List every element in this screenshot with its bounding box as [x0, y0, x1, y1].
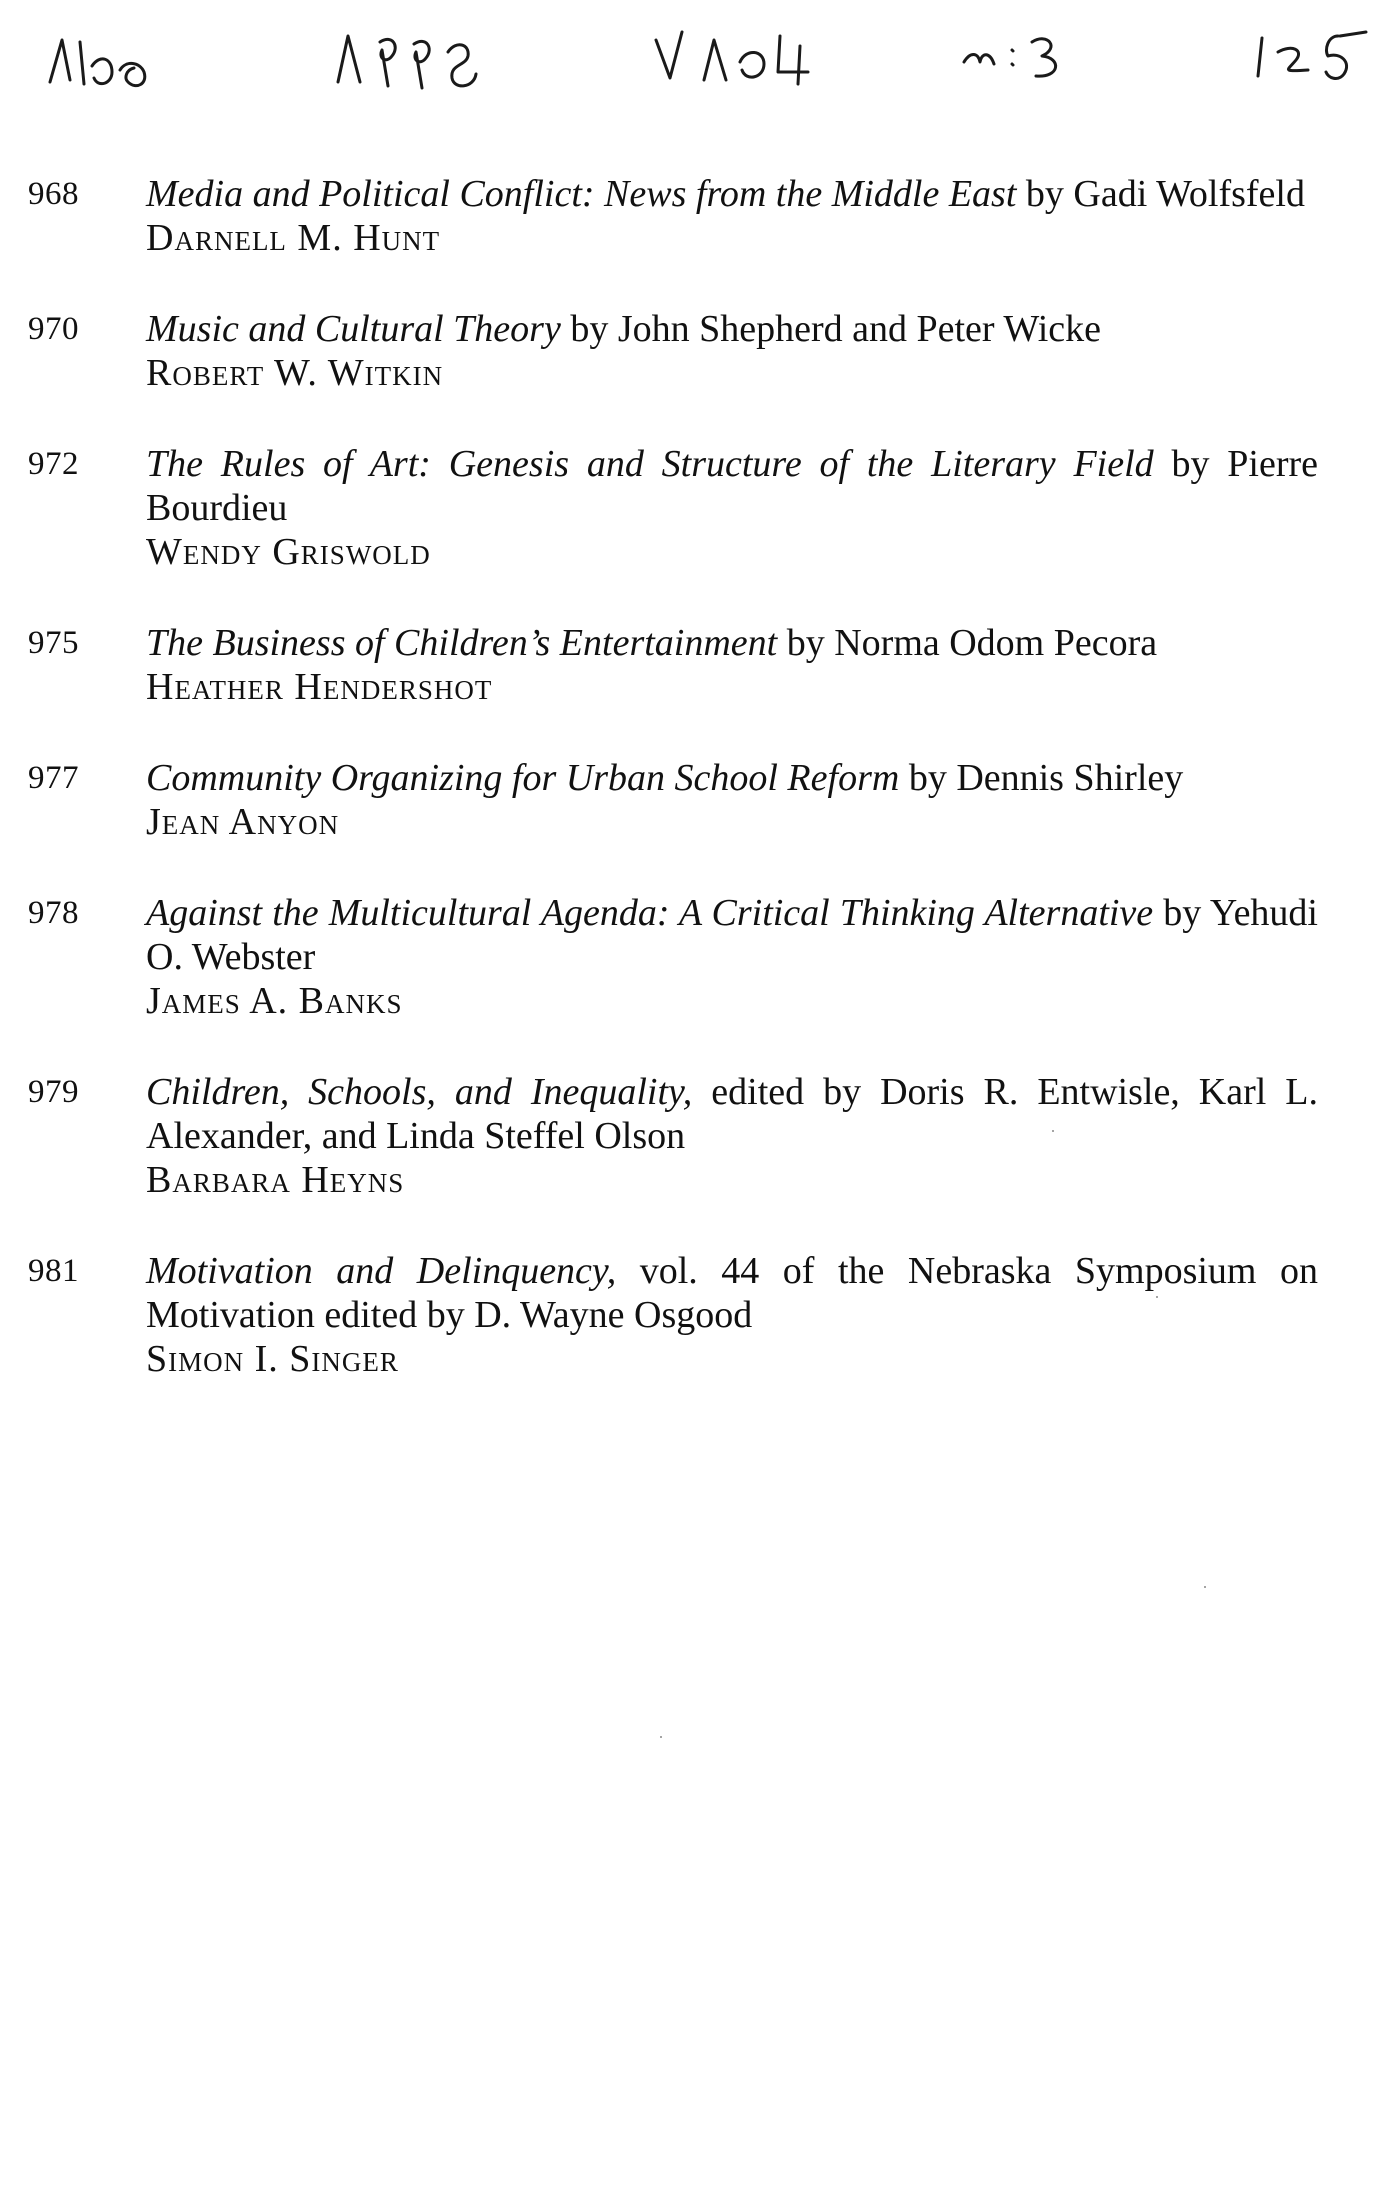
reviewer-name: Heather Hendershot	[146, 666, 493, 708]
handwritten-journal-mark	[40, 22, 190, 102]
entry-content	[146, 1070, 1318, 1202]
scan-speck	[1052, 1130, 1054, 1132]
book-author-line: edited by Doris R. Entwisle, Karl L. Alexander, and Linda Steffel Olson	[146, 1071, 1318, 1157]
book-citation	[146, 1070, 1318, 1158]
book-title: Media and Political Conflict: News from the Middle East	[146, 173, 1017, 215]
book-author-line: by Norma Odom Pecora	[777, 622, 1158, 664]
handwritten-count-mark	[1248, 22, 1388, 92]
entry-content	[146, 756, 1318, 844]
book-author-line: by Dennis Shirley	[899, 757, 1184, 799]
entry-content	[146, 172, 1318, 260]
book-title: Against the Multicultural Agenda: A Critical Thinking Alternative	[146, 892, 1154, 934]
scan-speck	[1156, 1296, 1158, 1298]
book-citation	[146, 891, 1318, 979]
reviewer-name: Darnell M. Hunt	[146, 217, 441, 259]
page-number: 968	[28, 176, 79, 212]
list-item	[28, 891, 1328, 1023]
handwritten-year-mark	[330, 22, 500, 102]
handwritten-number-mark	[956, 22, 1096, 92]
book-author-line: by Yehudi O. Webster	[146, 892, 1318, 978]
page-number: 977	[28, 760, 79, 796]
book-citation	[146, 1249, 1318, 1337]
reviewer-name: Wendy Griswold	[146, 531, 431, 573]
book-title: Music and Cultural Theory	[146, 308, 561, 350]
handwritten-volume-mark	[648, 22, 838, 102]
handwritten-annotation	[0, 22, 1394, 112]
scan-speck	[1204, 1586, 1206, 1588]
list-item	[28, 442, 1328, 574]
book-author-line: by Gadi Wolfsfeld	[1016, 173, 1305, 215]
book-author-line: vol. 44 of the Nebraska Symposium on Motivation edited by D. Wayne Osgood	[146, 1250, 1318, 1336]
entry-content	[146, 307, 1318, 395]
list-item	[28, 621, 1328, 709]
book-title: The Rules of Art: Genesis and Structure of the Literary Field	[146, 443, 1154, 485]
book-citation	[146, 307, 1318, 351]
reviewer-name: Jean Anyon	[146, 801, 340, 843]
list-item	[28, 1070, 1328, 1202]
reviewer-name: Simon I. Singer	[146, 1338, 399, 1380]
book-title: Community Organizing for Urban School Reform	[146, 757, 900, 799]
page-number: 972	[28, 446, 79, 482]
entry-content	[146, 1249, 1318, 1381]
list-item	[28, 1249, 1328, 1381]
entry-content	[146, 891, 1318, 1023]
book-author-line: by John Shepherd and Peter Wicke	[560, 308, 1102, 350]
book-citation	[146, 172, 1318, 216]
reviewer-name: Barbara Heyns	[146, 1159, 405, 1201]
book-title: The Business of Children’s Entertainment	[146, 622, 778, 664]
page-number: 981	[28, 1253, 79, 1289]
book-citation	[146, 756, 1318, 800]
reviewer-name: Robert W. Witkin	[146, 352, 444, 394]
page-number: 970	[28, 311, 79, 347]
book-review-list	[28, 172, 1328, 1428]
list-item	[28, 307, 1328, 395]
book-citation	[146, 442, 1318, 530]
book-citation	[146, 621, 1318, 665]
book-title: Children, Schools, and Inequality,	[146, 1071, 693, 1113]
book-author-line: by Pierre Bourdieu	[146, 443, 1319, 529]
scan-speck	[660, 1736, 662, 1738]
reviewer-name: James A. Banks	[146, 980, 403, 1022]
page-number: 975	[28, 625, 79, 661]
page-number: 979	[28, 1074, 79, 1110]
entry-content	[146, 442, 1318, 574]
page-number: 978	[28, 895, 79, 931]
entry-content	[146, 621, 1318, 709]
list-item	[28, 172, 1328, 260]
list-item	[28, 756, 1328, 844]
book-title: Motivation and Delinquency,	[146, 1250, 617, 1292]
